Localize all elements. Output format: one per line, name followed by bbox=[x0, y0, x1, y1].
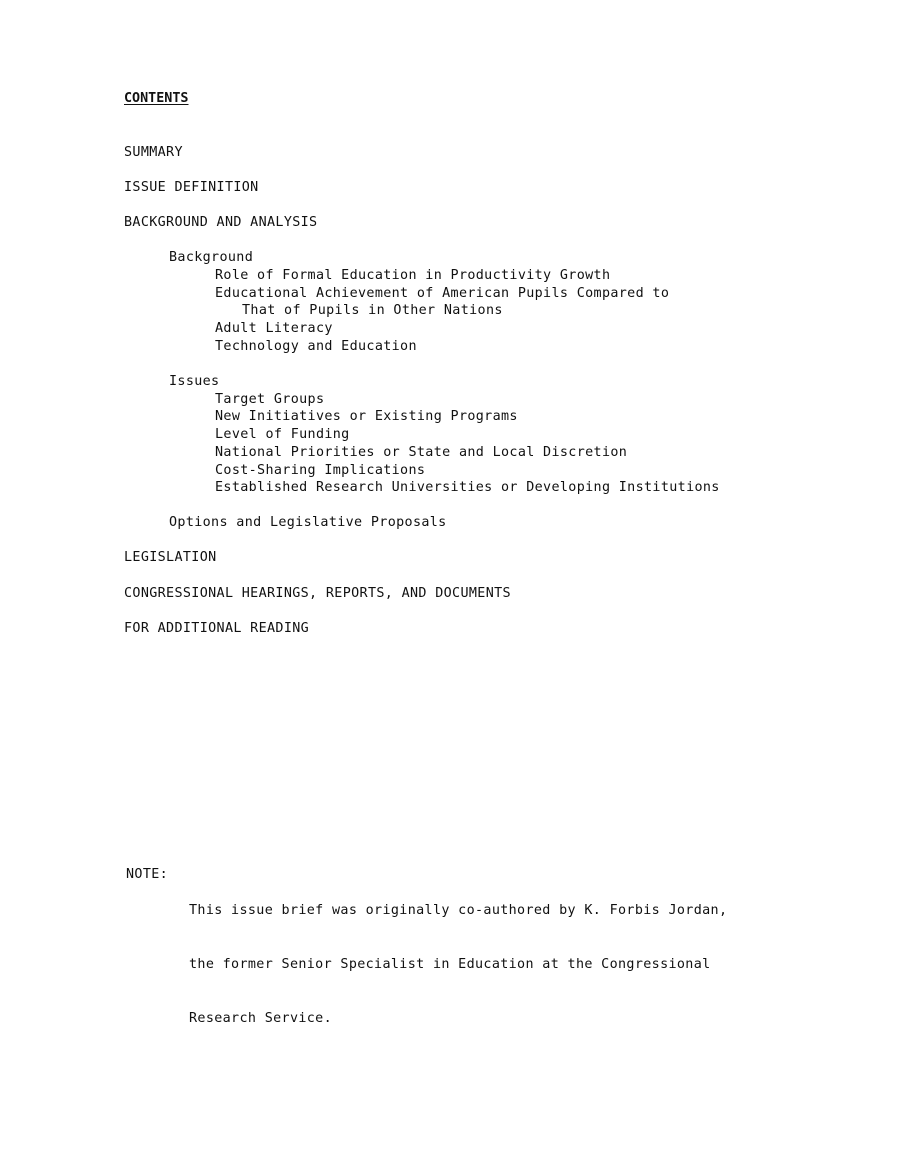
toc-entry-background-and-analysis: BACKGROUND AND ANALYSIS bbox=[124, 215, 318, 230]
toc-subentry: Educational Achievement of American Pupils Compared to bbox=[215, 286, 670, 301]
note-line: the former Senior Specialist in Education at the Congressional bbox=[189, 957, 711, 972]
toc-subentry: Adult Literacy bbox=[215, 321, 333, 336]
toc-entry-options: Options and Legislative Proposals bbox=[169, 515, 447, 530]
toc-subentry: Level of Funding bbox=[215, 427, 350, 442]
toc-subentry-continuation: That of Pupils in Other Nations bbox=[242, 303, 503, 318]
contents-heading: CONTENTS bbox=[124, 91, 189, 106]
note-line: This issue brief was originally co-authored by K. Forbis Jordan, bbox=[189, 903, 728, 918]
toc-subentry: Established Research Universities or Developing Institutions bbox=[215, 480, 720, 495]
toc-subentry: Cost-Sharing Implications bbox=[215, 463, 426, 478]
toc-subentry: National Priorities or State and Local Discretion bbox=[215, 445, 628, 460]
toc-subentry: Role of Formal Education in Productivity Growth bbox=[215, 268, 611, 283]
note-line: Research Service. bbox=[189, 1011, 333, 1026]
toc-entry-background: Background bbox=[169, 250, 254, 265]
toc-subentry: Target Groups bbox=[215, 392, 325, 407]
toc-entry-summary: SUMMARY bbox=[124, 145, 183, 160]
toc-entry-issue-definition: ISSUE DEFINITION bbox=[124, 180, 259, 195]
toc-entry-additional-reading: FOR ADDITIONAL READING bbox=[124, 621, 310, 636]
toc-entry-hearings: CONGRESSIONAL HEARINGS, REPORTS, AND DOCUMENTS bbox=[124, 586, 511, 601]
toc-subentry: Technology and Education bbox=[215, 339, 417, 354]
toc-subentry: New Initiatives or Existing Programs bbox=[215, 409, 518, 424]
note-text bbox=[189, 866, 789, 1064]
toc-entry-legislation: LEGISLATION bbox=[124, 550, 217, 565]
note-label: NOTE: bbox=[126, 867, 169, 882]
toc-entry-issues: Issues bbox=[169, 374, 220, 389]
